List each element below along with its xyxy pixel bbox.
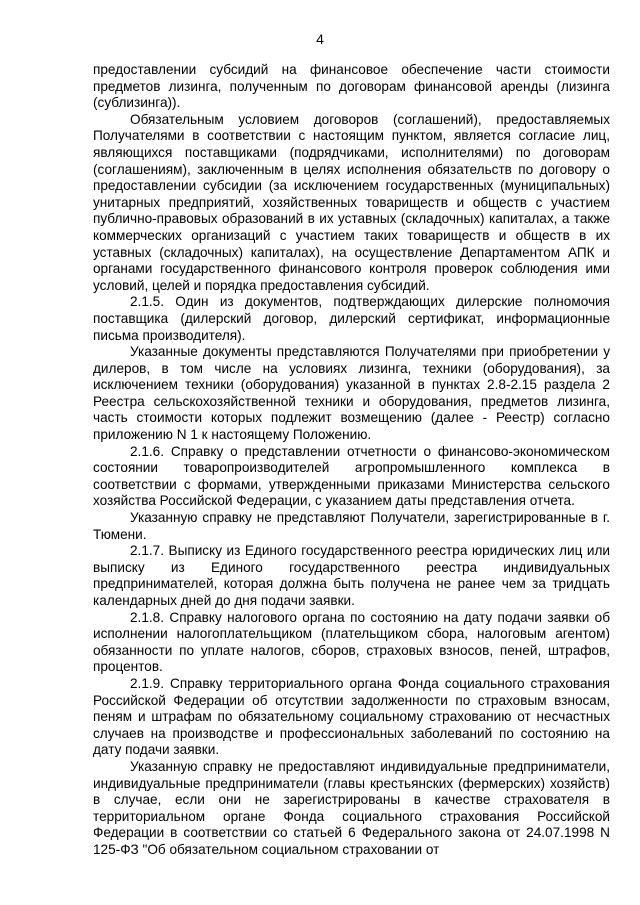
paragraph: Обязательным условием договоров (соглашений), предоставляемых Получателями в соответствии с настоящим пунктом, является согласие лиц, являющихся поставщиками (подрядчиками, исполнителями) по договорам (соглашениям), заключенным в целях исполнения обязательств по договору о предоставлении субсидии (за исключением государственных (муниципальных) унитарных предприятий, хозяйственных товариществ и обществ с участием публично-правовых образований в их уставных (складочных) капиталах, а также коммерческих организаций с участием таких товариществ и обществ в их уставных (складочных) капиталах), на осуществление Департаментом АПК и органами государственного финансового контроля проверок соблюдения ими условий, целей и порядка предоставления субсидий. xyxy=(93,111,610,293)
paragraph: 2.1.7. Выписку из Единого государственного реестра юридических лиц или выписку из Единого государственного реестра индивидуальных предпринимателей, которая должна быть получена не ранее чем за тридцать календарных дней до дня подачи заявки. xyxy=(93,543,610,608)
paragraph: 2.1.8. Справку налогового органа по состоянию на дату подачи заявки об исполнении налогоплательщиком (плательщиком сбора, налоговым агентом) обязанности по уплате налогов, сборов, страховых взносов, пеней, штрафов, процентов. xyxy=(93,609,610,675)
page-number: 4 xyxy=(316,31,324,47)
paragraph: 2.1.6. Справку о представлении отчетности о финансово-экономическом состоянии товаропроизводителей агропромышленного комплекса в соответствии с формами, утвержденными приказами Министерства сельского хозяйства Российской Федерации, с указанием даты представления отчета. xyxy=(93,443,610,509)
document-body xyxy=(93,62,610,859)
paragraph: предоставлении субсидий на финансовое обеспечение части стоимости предметов лизинга, полученным по договорам финансовой аренды (лизинга (сублизинга)). xyxy=(93,62,610,111)
paragraph: Указанные документы представляются Получателями при приобретении у дилеров, в том числе на условиях лизинга, техники (оборудования), за исключением техники (оборудования) указанной в пунктах 2.8-2.15 раздела 2 Реестра сельскохозяйственной техники и оборудования, предметов лизинга, часть стоимости которых подлежит возмещению (далее - Реестр) согласно приложению N 1 к настоящему Положению. xyxy=(93,344,610,443)
paragraph: Указанную справку не представляют Получатели, зарегистрированные в г. Тюмени. xyxy=(93,510,610,542)
paragraph: Указанную справку не предоставляют индивидуальные предприниматели, индивидуальные предприниматели (главы крестьянских (фермерских) хозяйств) в случае, если они не зарегистрированы в качестве страхователя в территориальном органе Фонда социального страхования Российской Федерации в соответствии со статьей 6 Федерального закона от 24.07.1998 N 125-ФЗ "Об обязательном социальном страховании от xyxy=(93,758,610,857)
paragraph: 2.1.9. Справку территориального органа Фонда социального страхования Российской Федерации об отсутствии задолженности по страховым взносам, пеням и штрафам по обязательному социальному страхованию от несчастных случаев на производстве и профессиональных заболеваний по состоянию на дату подачи заявки. xyxy=(93,675,610,758)
paragraph: 2.1.5. Один из документов, подтверждающих дилерские полномочия поставщика (дилерский договор, дилерский сертификат, информационные письма производителя). xyxy=(93,294,610,343)
